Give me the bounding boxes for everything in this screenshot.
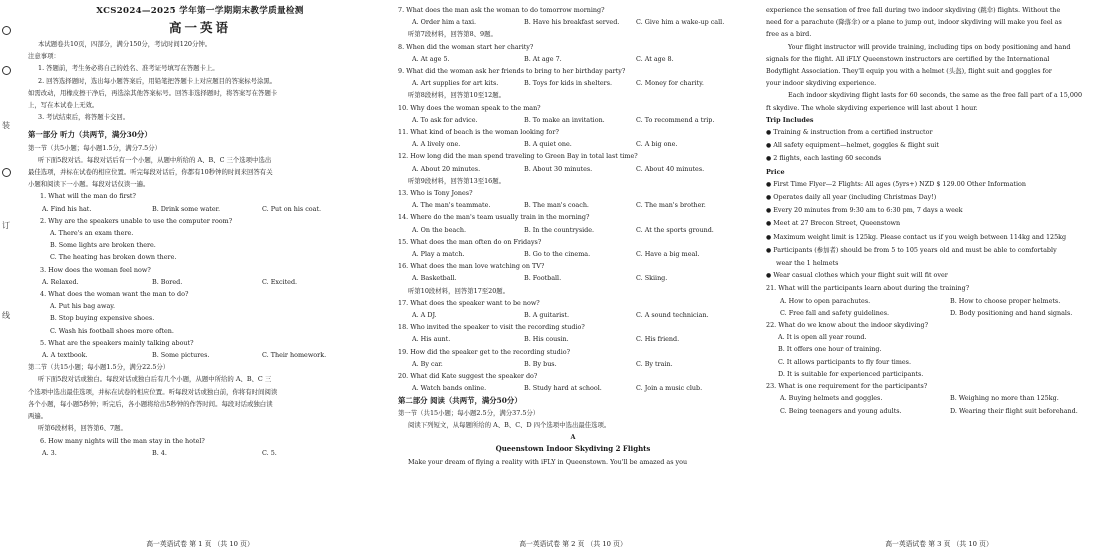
options-row xyxy=(398,53,748,65)
option: A. The man's teammate. xyxy=(412,201,491,210)
option: C. The man's brother. xyxy=(636,201,706,210)
option: A. To ask for advice. xyxy=(412,115,478,124)
question: 2. Why are the speakers unable to use the computer room? xyxy=(40,216,233,225)
binding-hole xyxy=(2,26,11,35)
option: C. Money for charity. xyxy=(636,79,704,88)
option: A. At age 5. xyxy=(412,54,450,63)
option: C. Give him a wake-up call. xyxy=(636,18,725,27)
option: C. At the sports ground. xyxy=(636,225,714,234)
question: 4. What does the woman want the man to do? xyxy=(40,290,189,299)
option: B. Bored. xyxy=(152,277,183,286)
options-row xyxy=(28,203,372,215)
passage-title: Queenstown Indoor Skydiving 2 Flights xyxy=(495,444,651,454)
binding-hole xyxy=(2,168,11,177)
page-footer: 高一英语试卷 第 3 页 （共 10 页） xyxy=(885,540,993,548)
section-desc: 阅读下列短文，从每题所给的 A、B、C、D 四个选项中选出最佳选项。 xyxy=(408,420,611,429)
options-row xyxy=(398,199,748,211)
price-item: ● Meet at 27 Brecon Street, Queenstown xyxy=(766,217,1112,230)
question: 22. What do we know about the indoor skydiving? xyxy=(766,321,929,330)
price-item-cont: wear the 1 helmets xyxy=(776,259,839,268)
section-heading: 第一节（共15小题；每小题2.5分，满分37.5分） xyxy=(398,408,540,417)
question: 5. What are the speakers mainly talking about? xyxy=(40,338,194,347)
section-desc: 最佳选项，并标在试卷的相应位置。听完每段对话后，你都有10秒钟的时间来回答有关 xyxy=(28,168,273,177)
options-row xyxy=(28,447,372,459)
options-row xyxy=(398,358,748,370)
options-row xyxy=(398,163,748,175)
option: A. It is open all year round. xyxy=(778,333,867,342)
question: 7. What does the man ask the woman to do tomorrow morning? xyxy=(398,6,605,14)
listen-instruction: 听第6段材料，回答第6、7题。 xyxy=(38,424,127,433)
option: A. Art supplies for art kits. xyxy=(412,79,499,88)
option: A. By car. xyxy=(412,359,443,368)
passage-line: Make your dream of flying a reality with iFLY in Queenstown. You'll be amazed as you xyxy=(408,457,688,466)
notes-title: 注意事项： xyxy=(28,52,60,61)
question: 12. How long did the man spend traveling to Green Bay in total last time? xyxy=(398,152,638,161)
options-row xyxy=(398,248,748,260)
listen-instruction: 听第10段材料，回答第17至20题。 xyxy=(408,286,510,295)
options-row xyxy=(766,307,1112,319)
option: B. Toys for kids in shelters. xyxy=(524,79,613,88)
binding-hole xyxy=(2,66,11,75)
passage-line: need for a parachute (降落伞) or a plane to jump out, indoor skydiving will make you feel as xyxy=(766,18,1062,27)
binding-label: 线 xyxy=(2,311,10,320)
exam-intro: 本试题卷共10页，四部分，满分150分，考试时间120分钟。 xyxy=(38,40,212,48)
passage-line: experience the sensation of free fall during two indoor skydiving (跳伞) flights. Without the xyxy=(766,6,1061,14)
passage-line: signals for the flight. All iFLY Queenstown instructors are certified by the International xyxy=(766,54,1050,63)
question: 20. What did Kate suggest the speaker do? xyxy=(398,372,538,381)
option: C. Wash his football shoes more often. xyxy=(50,326,174,335)
options-row xyxy=(28,276,372,288)
option: A. Relaxed. xyxy=(42,277,79,286)
listen-instruction: 听第8段材料，回答第10至12题。 xyxy=(408,91,506,100)
trip-item: ● All safety equipment—helmet, goggles & flight suit xyxy=(766,139,1112,152)
price-heading: Price xyxy=(766,167,785,176)
question: 23. What is one requirement for the participants? xyxy=(766,382,928,391)
part-heading: 第一部分 听力（共两节，满分30分） xyxy=(28,130,152,140)
option: B. Study hard at school. xyxy=(524,384,602,393)
option: A. About 20 minutes. xyxy=(412,164,481,173)
option: C. Being teenagers and young adults. xyxy=(780,406,902,415)
option: B. A quiet one. xyxy=(524,140,572,149)
listen-instruction: 听第9段材料，回答第13至16题。 xyxy=(408,176,506,185)
question: 1. What will the man do first? xyxy=(40,192,136,201)
section-desc: 个选项中选出最佳选项，并标在试卷的相应位置。听每段对话或独白前，你将有时间阅读 xyxy=(28,387,278,396)
note-line: 如需改动，用橡皮擦干净后，再选涂其他答案标号。回答非选择题时，将答案写在答题卡 xyxy=(28,88,278,97)
option: A. Put his bag away. xyxy=(50,302,116,311)
note-line: 上，写在本试卷上无效。 xyxy=(28,101,99,110)
binding-label: 订 xyxy=(2,221,10,230)
subject-title: 高一英语 xyxy=(168,20,231,35)
part-heading: 第二部分 阅读（共两节，满分50分） xyxy=(398,395,522,405)
options-row xyxy=(398,309,748,321)
option: B. A guitarist. xyxy=(524,311,570,320)
binding-margin xyxy=(0,0,14,560)
option: B. By bus. xyxy=(524,359,557,368)
question: 13. Who is Tony Jones? xyxy=(398,189,473,198)
option: B. Weighing no more than 125kg. xyxy=(950,394,1059,403)
question: 18. Who invited the speaker to visit the recording studio? xyxy=(398,323,585,332)
option: C. To recommend a trip. xyxy=(636,115,715,124)
page-3 xyxy=(766,4,1112,556)
option: C. His friend. xyxy=(636,335,680,344)
section-desc: 小题和阅读下一小题。每段对话仅读一遍。 xyxy=(28,180,150,189)
option: D. Wearing their flight suit beforehand. xyxy=(950,406,1078,415)
option: B. At age 7. xyxy=(524,54,562,63)
option: D. It is suitable for experienced participants. xyxy=(778,369,924,378)
options-row xyxy=(398,224,748,236)
passage-letter: A xyxy=(570,433,576,442)
section-desc: 听下面5段对话。每段对话后有一个小题，从题中所给的 A、B、C 三个选项中选出 xyxy=(38,155,272,164)
option: B. Some lights are broken there. xyxy=(50,241,156,250)
option: A. Buying helmets and goggles. xyxy=(780,394,883,403)
option: A. On the beach. xyxy=(412,225,466,234)
option: A. His aunt. xyxy=(412,335,451,344)
option: B. Have his breakfast served. xyxy=(524,18,620,27)
option: D. Body positioning and hand signals. xyxy=(950,308,1073,317)
option: A. A DJ. xyxy=(412,311,437,320)
price-item: ● Operates daily all year (including Christmas Day!) xyxy=(766,191,1112,204)
option: B. 4. xyxy=(152,448,167,457)
section-heading: 第一节（共5小题；每小题1.5分，满分7.5分） xyxy=(28,143,162,152)
option: B. Go to the cinema. xyxy=(524,250,591,259)
option: C. A big one. xyxy=(636,140,678,149)
option: C. The heating has broken down there. xyxy=(50,253,177,262)
option: A. A textbook. xyxy=(42,351,88,360)
option: C. A sound technician. xyxy=(636,311,709,320)
options-row xyxy=(398,382,748,394)
option: C. Join a music club. xyxy=(636,384,703,393)
price-item: ● Participants (参加者) should be from 5 to 105 years old and must be able to comfortably xyxy=(766,244,1112,257)
options-row xyxy=(398,138,748,150)
section-desc: 听下面5段对话或独白。每段对话或独白后有几个小题，从题中所给的 A、B、C 三 xyxy=(38,375,272,384)
price-item: ● Wear casual clothes which your flight suit will fit over xyxy=(766,269,1112,282)
option: A. Basketball. xyxy=(412,274,457,283)
options-row xyxy=(398,333,748,345)
passage-line: your indoor skydiving experience. xyxy=(766,79,877,88)
passage-line: Each indoor skydiving flight lasts for 60 seconds, the same as the free fall part of a 15,000 xyxy=(788,91,1083,100)
exam-title: XCS2024—2025 学年第一学期期末教学质量检测 xyxy=(96,6,304,16)
question: 19. How did the speaker get to the recording studio? xyxy=(398,347,571,356)
options-row xyxy=(398,16,748,28)
option: B. Stop buying expensive shoes. xyxy=(50,314,155,323)
question: 6. How many nights will the man stay in the hotel? xyxy=(40,436,205,445)
option: B. To make an invitation. xyxy=(524,115,605,124)
option: B. Some pictures. xyxy=(152,351,210,360)
option: C. Put on his coat. xyxy=(262,204,322,213)
option: A. A lively one. xyxy=(412,140,461,149)
option: C. By train. xyxy=(636,359,673,368)
question: 3. How does the woman feel now? xyxy=(40,265,151,274)
passage-line: free as a bird. xyxy=(766,30,812,39)
option: A. How to open parachutes. xyxy=(780,296,871,305)
question: 15. What does the man often do on Fridays? xyxy=(398,237,542,246)
option: B. It offers one hour of training. xyxy=(778,345,882,354)
option: C. 5. xyxy=(262,448,277,457)
question: 8. When did the woman start her charity? xyxy=(398,42,534,51)
question: 16. What does the man love watching on TV? xyxy=(398,262,545,271)
option: A. 3. xyxy=(42,448,57,457)
price-item: ● Every 20 minutes from 9:30 am to 6:30 pm, 7 days a week xyxy=(766,204,1112,217)
option: C. It allows participants to fly four times. xyxy=(778,357,911,366)
section-heading: 第二节（共15小题；每小题1.5分，满分22.5分） xyxy=(28,363,170,372)
options-row xyxy=(398,77,748,89)
option: A. Order him a taxi. xyxy=(412,18,477,27)
question: 11. What kind of beach is the woman looking for? xyxy=(398,128,559,137)
options-row xyxy=(766,295,1112,307)
passage-line: Bodyflight Association. They'll equip you with a helmet (头盔), flight suit and goggles for xyxy=(766,67,1052,76)
price-item: ● Maximum weight limit is 125kg. Please contact us if you weigh between 114kg and 125kg xyxy=(766,231,1112,244)
option: C. About 40 minutes. xyxy=(636,164,705,173)
option: B. Drink some water. xyxy=(152,204,221,213)
options-row xyxy=(398,114,748,126)
page-1 xyxy=(28,4,372,556)
question: 21. What will the participants learn about during the training? xyxy=(766,284,970,293)
page-2 xyxy=(398,4,748,556)
option: B. His cousin. xyxy=(524,335,569,344)
section-desc: 各个小题，每小题5秒钟；听完后，各小题将给出5秒钟的作答时间。每段对话或独白读 xyxy=(28,399,273,408)
option: C. Free fall and safety guidelines. xyxy=(780,308,890,317)
section-desc: 两遍。 xyxy=(28,412,48,421)
option: C. At age 8. xyxy=(636,54,674,63)
price-item: ● First Time Flyer—2 Flights: All ages (5yrs+) NZD $ 129.00 Other Information xyxy=(766,178,1112,191)
option: C. Their homework. xyxy=(262,351,327,360)
note-line: 1. 答题前，考生务必将自己的姓名、准考证号填写在答题卡上。 xyxy=(38,64,219,73)
option: C. Excited. xyxy=(262,277,298,286)
note-line: 2. 回答选择题时，选出每小题答案后，用铅笔把答题卡上对应题目的答案标号涂黑。 xyxy=(38,76,277,85)
option: B. Football. xyxy=(524,274,562,283)
option: B. About 30 minutes. xyxy=(524,164,593,173)
option: B. In the countryside. xyxy=(524,225,595,234)
options-row xyxy=(398,272,748,284)
question: 17. What does the speaker want to be now? xyxy=(398,298,540,307)
binding-label: 装 xyxy=(2,121,10,130)
option: A. Watch bands online. xyxy=(412,384,487,393)
listen-instruction: 听第7段材料，回答第8、9题。 xyxy=(408,30,497,39)
question: 9. What did the woman ask her friends to bring to her birthday party? xyxy=(398,67,626,76)
options-row xyxy=(766,392,1112,404)
page-footer: 高一英语试卷 第 1 页 （共 10 页） xyxy=(146,540,254,548)
trip-item: ● Training & instruction from a certified instructor xyxy=(766,126,1112,139)
question: 10. Why does the woman speak to the man? xyxy=(398,103,541,112)
passage-line: Your flight instructor will provide training, including tips on body positioning and hand xyxy=(788,42,1071,51)
option: B. The man's coach. xyxy=(524,201,589,210)
option: A. There's an exam there. xyxy=(50,229,134,238)
option: C. Have a big meal. xyxy=(636,250,700,259)
option: A. Find his hat. xyxy=(42,204,92,213)
page-footer: 高一英语试卷 第 2 页 （共 10 页） xyxy=(519,540,627,548)
passage-line: ft skydive. The whole skydiving experience will last about 1 hour. xyxy=(766,103,978,112)
options-row xyxy=(766,405,1112,417)
option: C. Skiing. xyxy=(636,274,668,283)
option: B. How to choose proper helmets. xyxy=(950,296,1061,305)
trip-item: ● 2 flights, each lasting 60 seconds xyxy=(766,152,1112,165)
options-row xyxy=(28,349,372,361)
option: A. Play a match. xyxy=(412,250,465,259)
question: 14. Where do the man's team usually train in the morning? xyxy=(398,213,590,222)
note-line: 3. 考试结束后，将答题卡交回。 xyxy=(38,113,130,122)
trip-heading: Trip Includes xyxy=(766,115,814,124)
